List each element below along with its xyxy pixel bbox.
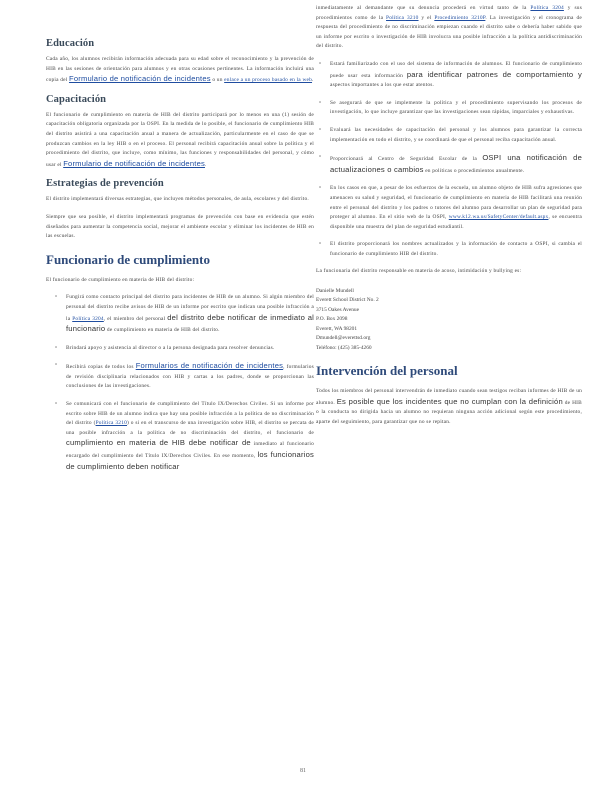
paragraph-estrategias-1: El distrito implementará diversas estrategias, que incluyen métodos personales, de aula, escolares y del distrito. [46,196,309,203]
text: y sus procedimientos como de la [316,5,582,21]
section-heading-funcionario: Funcionario de cumplimiento [46,251,210,267]
contact-street: 3715 Oakes Avenue [316,306,360,313]
duties-list [46,293,314,473]
section-heading-educacion: Educación [46,38,95,49]
text: el miembro del personal [107,315,166,322]
emphasis-text: cumplimiento en materia de HIB debe notificar de [66,438,251,448]
page-number: 81 [300,768,306,774]
list-item [330,60,582,91]
contact-name: Danielle Mundell [316,288,354,295]
text: Cada año, los alumnos recibirán información adecuada para su edad sobre el reconocimiento y la prevención de HIB en las sesiones de orientación para alumnos y en otras ocasiones pertinentes. La información incluirá una copia del [46,56,314,84]
emphasis-text: OSPI una notificación de actualizaciones o cambios [330,153,582,174]
paragraph-funcionario-intro: El funcionario de cumplimiento en materia de HIB del distrito: [46,276,195,283]
text: inmediato al funcionario encargado del cumplimiento del Título IX/Derechos Civiles. En ese momento, [66,441,314,460]
text: en políticas o procedimientos anualmente. [425,167,525,174]
list-item: ▫ Se asegurará de que se implemente la política y el procedimiento supervisando los procesos de investigación, lo que incluye garantizar que las investigaciones sean rápidas, imparciales y exhaustivas. [330,99,582,118]
emphasis-text: para identificar patrones de comportamiento y [406,69,582,79]
text: y el [421,14,432,21]
emphasis-text: los funcionarios de cumplimiento deben notificar [66,450,314,471]
text: , formularios de revisión disciplinaria relacionados con HIB y cartas a los padres, donde se proporcionan las conclusiones de las investigaciones. [66,364,314,390]
contact-city: Everett, WA 98201 [316,325,358,332]
text: Fungirá como contacto principal del distrito para incidentes de HIB de un alumno. Si algún miembro del personal del distrito recibe avisos de HIB de un informe por escrito que indican una posible infracción a la [66,294,314,322]
section-heading-intervencion: Intervención del personal [316,362,458,378]
text: o un [212,77,223,84]
list-item: ▫ El distrito proporcionará los nombres actualizados y la información de contacto a OSPI, si cambia el funcionario de cumplimiento HIB del distrito. [330,240,582,259]
text: , se encuentra disponible una muestra del plan de seguridad estudiantil. [330,214,582,230]
list-item: ▫ Fungirá como contacto principal del distrito para incidentes de HIB de un alumno. Si algún miembro del personal del distrito recibe avisos de HIB de un informe por escrito que indican una posible infracción a la Política 3204, el miembro del personal del distrito debe notificar de inmediato al funcionario de cumplimiento en materia de HIB del distrito. [66,293,314,335]
text: Estará familiarizado con el uso del sistema de información de alumnos. El funcionario de cumplimiento puede usar esta información [330,60,582,79]
contact-email[interactable]: Dmundell@everettsd.org [316,335,371,342]
list-item [66,400,314,473]
contact-intro: La funcionaria del distrito responsable en materia de acoso, intimidación y bullying es: [316,268,522,275]
policy-3204-link[interactable]: Política 3204 [530,5,564,11]
contact-po-box: P.O. Box 2098 [316,316,348,323]
procedure-3210p-link[interactable]: Procedimiento 3210P [434,14,486,21]
text: aspectos importantes a los que estar atentos. [330,82,435,89]
text: inmediatamente al demandante que su denuncia procederá en virtud tanto de la [316,5,527,11]
list-item: ▫ Brindará apoyo y asistencia al director o a la persona designada para resolver denuncias. [66,344,314,354]
paragraph-continued [316,4,582,52]
list-item [330,153,582,176]
text: El funcionario de cumplimiento en materia de HIB del distrito participará por lo menos en una (1) sesión de capacitación obligatoria organizada por la OSPI. En la medida de lo posible, el funcionario de cumplimiento HIB del distrito asistirá a una capacitación anual a manera de actualización, particularmente en el caso de que se produzcan cambios en la ley HIB o en el proceso. El personal recibirá capacitación anual sobre la política y el procedimiento del distrito, que incluye, como mínimo, las funciones y responsabilidades del personal, y cómo usar el [46,111,314,168]
incident-report-form-link[interactable]: Formulario de notificación de incidentes [63,158,205,168]
right-column [316,4,582,435]
contact-district: Everett School District No. 2 [316,297,379,304]
text: Recibirá copias de todos los [66,364,134,371]
text: En los casos en que, a pesar de los esfuerzos de la escuela, un alumno objeto de HIB sufra agresiones que amenacen su salud y seguridad, el funcionario de cumplimiento en materia de HIB facilitará una reunión entre el personal del distrito y los padres o tutores del alumno para desarrollar un plan de seguridad para proteger al alumno. En el sitio web de la OSPI, [330,185,582,221]
left-column [46,30,314,481]
policy-3210-link[interactable]: Política 3210 [386,14,419,21]
text: de HIB o la conducta no dirigida hacia un alumno no requieran ninguna acción adicional según este procedimiento, aparte del seguimiento, para garantizar que no se repitan. [316,399,582,425]
incident-report-forms-link[interactable]: Formularios de notificación de incidentes [135,361,284,371]
web-process-link[interactable]: enlace a un proceso basado en la web [224,77,313,84]
contact-phone: Teléfono: (425) 385-4260 [316,344,372,351]
text: Todos los miembros del personal intervendrán de inmediato cuando sean testigos reciban informes de HIB de un alumno. [316,387,582,406]
policy-3210-link[interactable]: Política 3210 [95,420,127,427]
emphasis-text: Es posible que los incidentes que no cumplan con la definición [336,396,563,406]
contact-block [316,287,582,353]
emphasis-text: del distrito debe notificar de inmediato al funcionario [66,312,314,334]
ospi-safety-center-link[interactable]: www.k12.wa.us/ [448,214,488,221]
paragraph-capacitacion: El funcionario de cumplimiento en materia de HIB del distrito participará por lo menos en una (1) sesión de capacitación obligatoria organizada por la OSPI. En la medida de lo posible, el funcionario de cumplimiento HIB del distrito asistirá a una capacitación anual a manera de actualización, particularmente en el caso de que se produzcan cambios en la ley HIB o en el proceso. El personal recibirá capacitación anual sobre la política y el procedimiento del distrito, que incluye, como mínimo, las funciones y responsabilidades del personal, y cómo usar el Formulario de notificación de incidentes. [46,111,314,168]
section-heading-estrategias: Estrategias de prevención [46,178,164,190]
incident-report-form-link[interactable]: Formulario de notificación de incidentes [68,74,211,84]
ospi-safety-center-link-cont[interactable]: SafetyCenter/default.aspx [487,214,549,221]
list-item [66,361,314,392]
text: ) o si en el transcurso de una investigación sobre HIB, el distrito se percata de una posible infracción a la política de no discriminación del distrito, el funcionario de [66,420,315,436]
duties-list-continued [316,60,582,260]
text: de cumplimiento en materia de HIB del distrito. [106,327,220,334]
paragraph-intervencion [316,387,582,427]
section-heading-capacitacion: Capacitación [46,93,107,105]
list-item: ▫ Evaluará las necesidades de capacitación del personal y los alumnos para garantizar la correcta implementación en todo el distrito, y se coordinará de que el personal reciba capacitación anual. [330,126,582,145]
policy-3204-link[interactable]: Política 3204 [72,315,104,322]
text: . La investigación y el cronograma de respuesta del procedimiento de no discriminación empiezan cuando el distrito sabe o debería haber sabido que un informe por escrito o investigación de HIB involucra una posible infracción a la política antidiscriminación del distrito. [316,14,582,50]
text: Proporcionará al Centro de Seguridad Escolar de la [330,156,477,163]
paragraph-estrategias-2: Siempre que sea posible, el distrito implementará programas de prevención con base en evidencia que estén diseñados para aumentar la competencia social, mejorar el ambiente escolar y eliminar los incidentes de HIB en las escuelas. [46,213,314,240]
text: Se comunicará con el funcionario de cumplimiento del Título IX/Derechos Civiles. Si un informe por escrito sobre HIB de un alumno indica que hay una posible infracción a la política de no discriminación del distrito ( [66,401,314,427]
paragraph-educacion: Cada año, los alumnos recibirán información adecuada para su edad sobre el reconocimiento y la prevención de HIB en las sesiones de orientación para alumnos y en otras ocasiones pertinentes. La información incluirá una copia del Formulario de notificación de incidentes o un enlace a un proceso basado en la web. [46,56,314,84]
list-item [330,184,582,232]
